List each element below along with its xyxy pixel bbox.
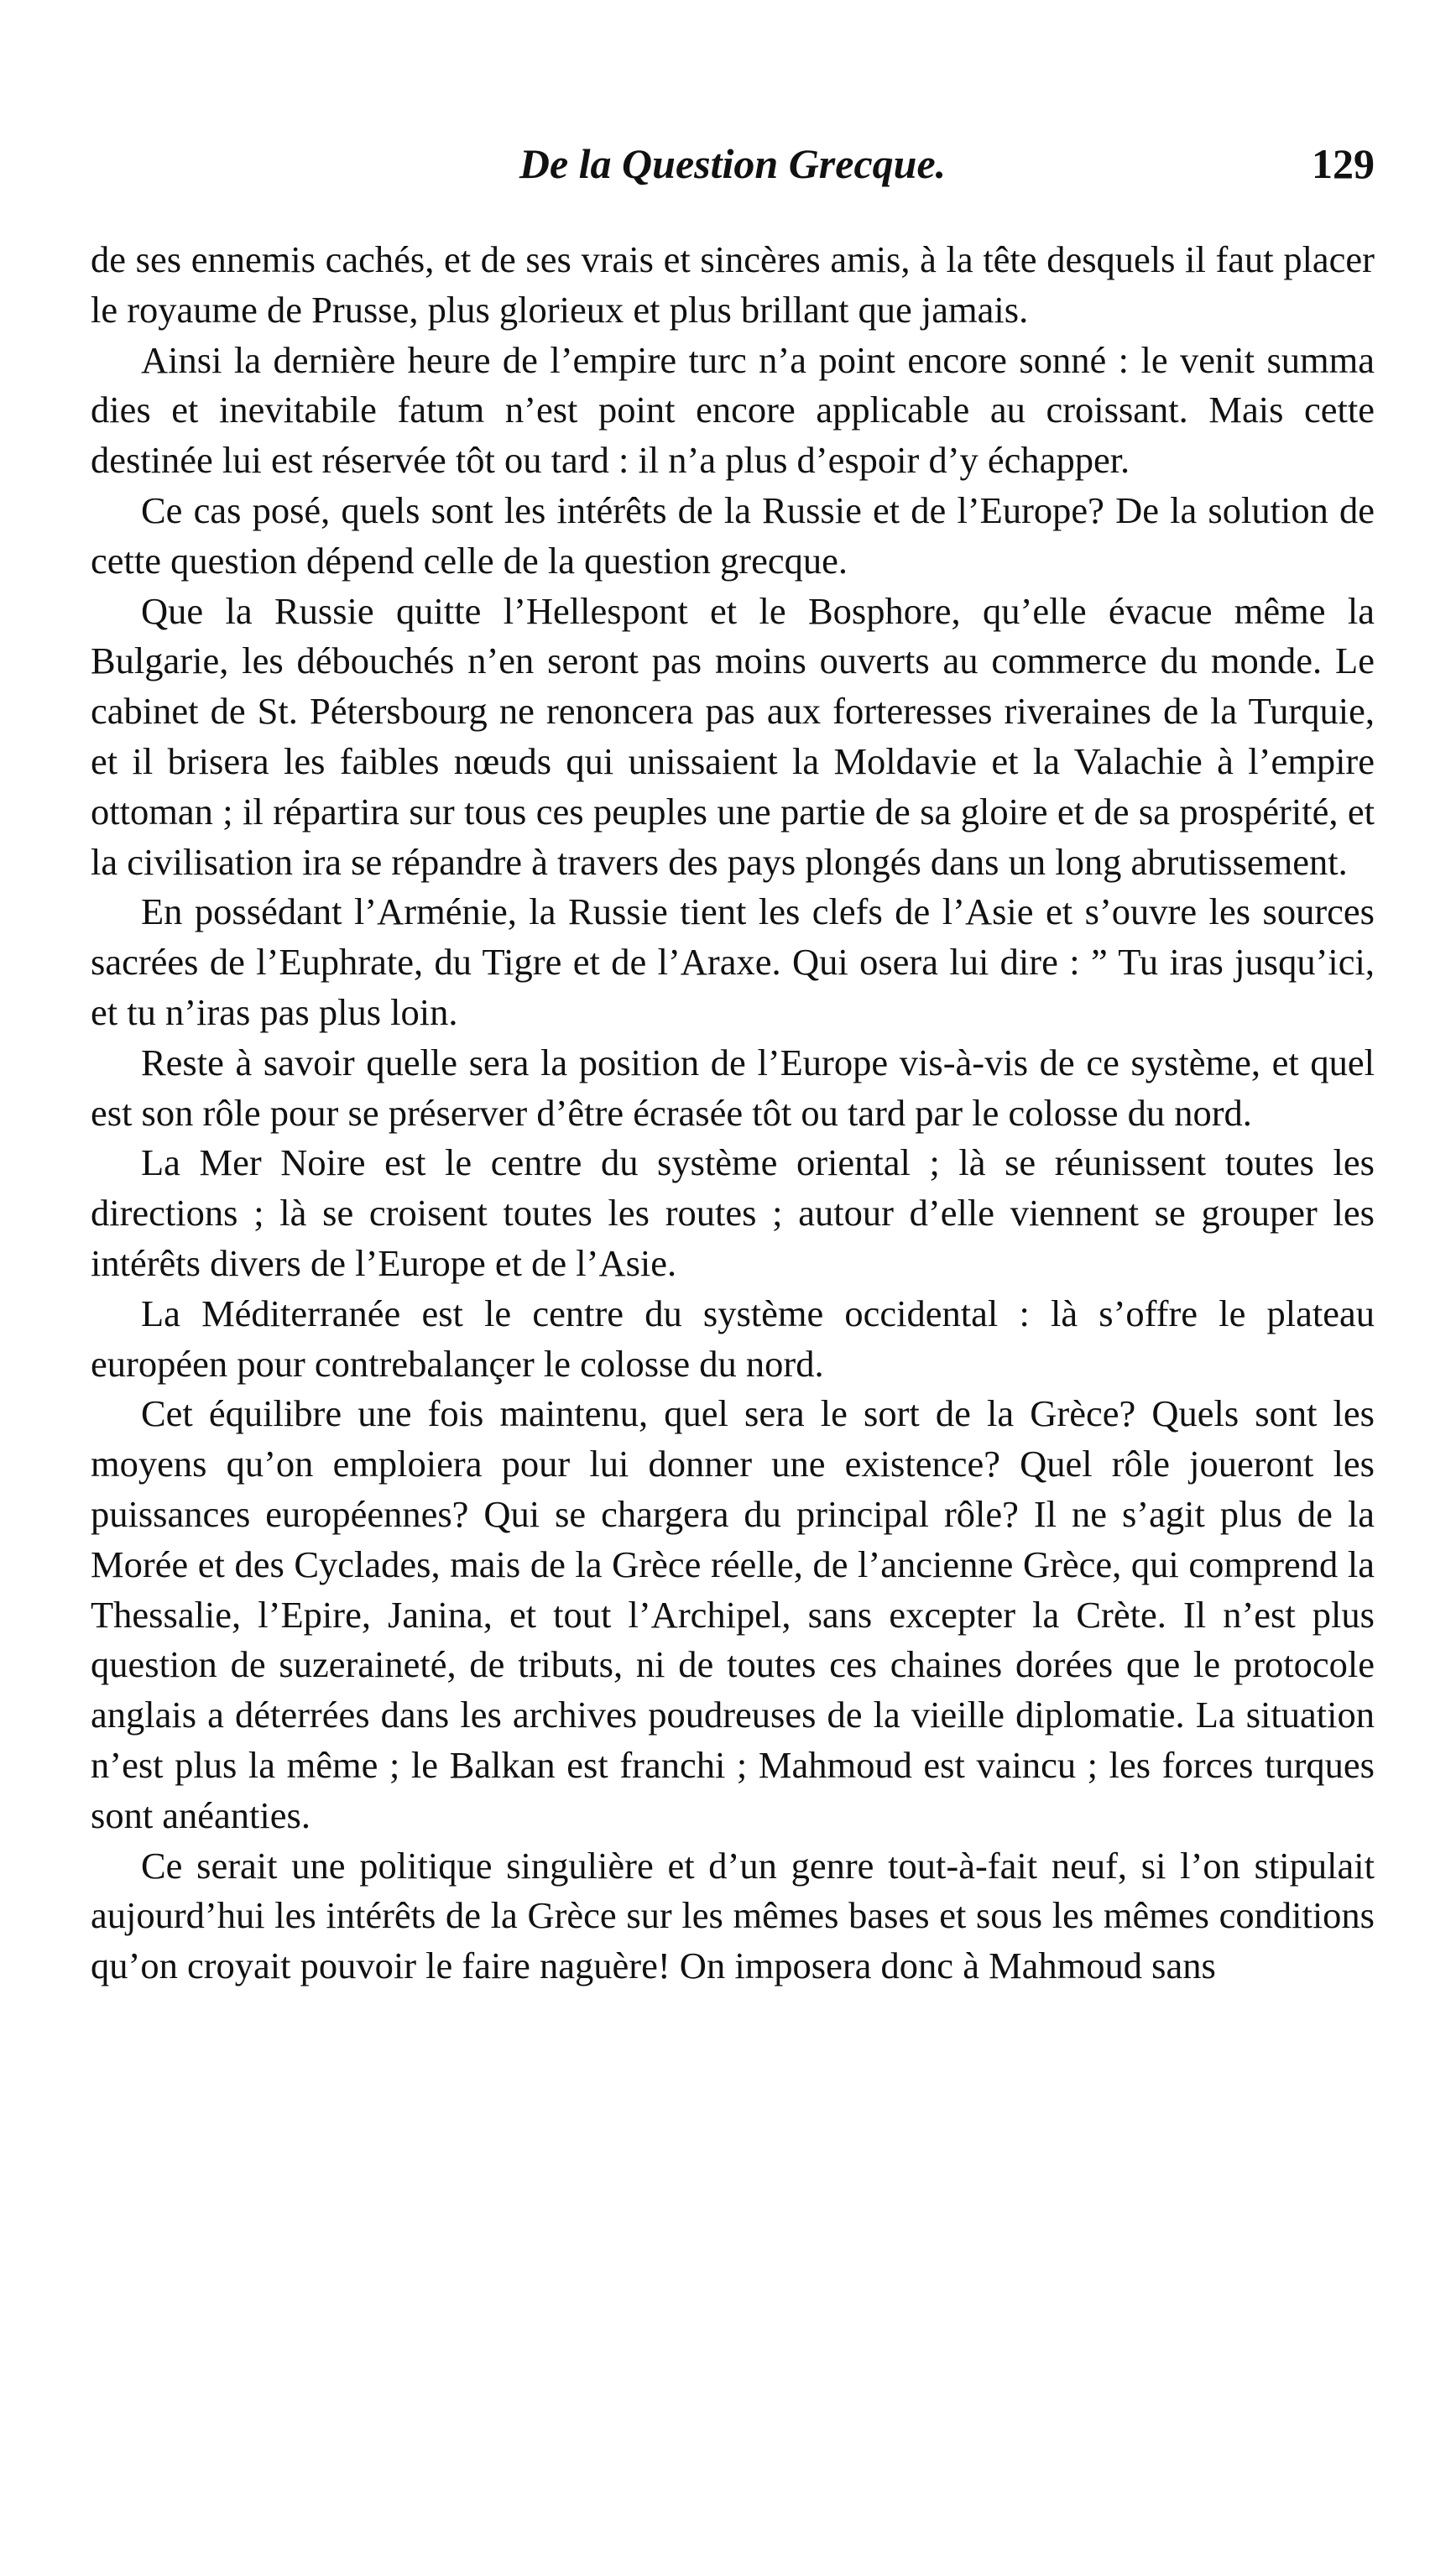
- paragraph-9: Cet équilibre une fois maintenu, quel sera le sort de la Grèce? Quels sont les moyens qu’on emploiera pour lui donner une existence? Quel rôle joueront les puissances européennes? Qui se chargera du principal rôle? Il ne s’agit plus de la Morée et des Cyclades, mais de la Grèce réelle, de l’ancienne Grèce, qui comprend la Thessalie, l’Epire, Janina, et tout l’Archipel, sans excepter la Crète. Il n’est plus question de suzeraineté, de tributs, ni de toutes ces chaines dorées que le protocole anglais a déterrées dans les archives poudreuses de la vieille diplomatie. La situation n’est plus la même ; le Balkan est franchi ; Mahmoud est vaincu ; les forces turques sont anéanties.: [91, 1392, 1375, 1836]
- paragraph-10: Ce serait une politique singulière et d’un genre tout-à-fait neuf, si l’on stipulait aujourd’hui les intérêts de la Grèce sur les mêmes bases et sous les mêmes conditions qu’on croyait pouvoir le faire naguère! On imposera donc à Mahmoud sans: [91, 1844, 1375, 1987]
- page-number: 129: [1312, 140, 1375, 187]
- paragraph-7: La Mer Noire est le centre du système oriental ; là se réunissent toutes les directions ; là se croisent toutes les routes ; autour d’elle viennent se grouper les intérêts divers de l’Europe et de l’Asie.: [91, 1141, 1375, 1284]
- paragraph-4: Que la Russie quitte l’Hellespont et le Bosphore, qu’elle évacue même la Bulgarie, les débouchés n’en seront pas moins ouverts au commerce du monde. Le cabinet de St. Pétersbourg ne renoncera pas aux forteresses riveraines de la Turquie, et il brisera les faibles nœuds qui unissaient la Moldavie et la Valachie à l’empire ottoman ; il répartira sur tous ces peuples une partie de sa gloire et de sa prospérité, et la civilisation ira se répandre à travers des pays plongés dans un long abrutissement.: [91, 589, 1375, 883]
- body-text: [91, 235, 1375, 1992]
- paragraph-8: La Méditerranée est le centre du système occidental : là s’offre le plateau européen pour contrebalançer le colosse du nord.: [91, 1292, 1375, 1385]
- paragraph-3: Ce cas posé, quels sont les intérêts de la Russie et de l’Europe? De la solution de cette question dépend celle de la question grecque.: [91, 488, 1375, 582]
- paragraph-2: Ainsi la dernière heure de l’empire turc n’a point encore sonné : le venit summa dies et inevitabile fatum n’est point encore applicable au croissant. Mais cette destinée lui est réservée tôt ou tard : il n’a plus d’espoir d’y échapper.: [91, 338, 1375, 482]
- paragraph-6: Reste à savoir quelle sera la position de l’Europe vis-à-vis de ce système, et quel est son rôle pour se préserver d’être écrasée tôt ou tard par le colosse du nord.: [91, 1041, 1375, 1134]
- running-head: [91, 134, 1375, 193]
- running-title: De la Question Grecque.: [519, 140, 947, 187]
- paragraph-1: de ses ennemis cachés, et de ses vrais et sincères amis, à la tête desquels il faut placer le royaume de Prusse, plus glorieux et plus brillant que jamais.: [91, 238, 1375, 331]
- paragraph-5: En possédant l’Arménie, la Russie tient les clefs de l’Asie et s’ouvre les sources sacrées de l’Euphrate, du Tigre et de l’Araxe. Qui osera lui dire : ” Tu iras jusqu’ici, et tu n’iras pas plus loin.: [91, 890, 1375, 1033]
